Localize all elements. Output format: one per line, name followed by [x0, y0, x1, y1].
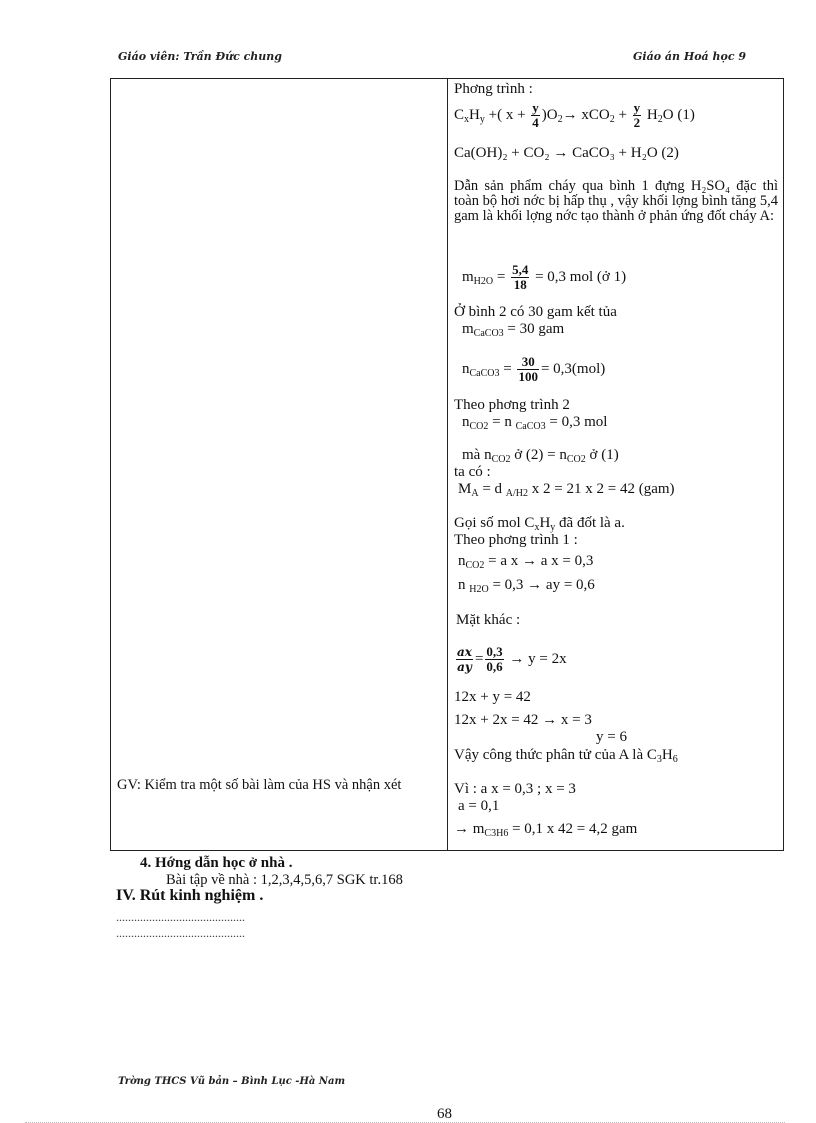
section-iv-heading: IV. Rút kinh nghiệm . — [116, 887, 264, 904]
bottle2-line: Ở bình 2 có 30 gam kết tủa — [454, 304, 617, 320]
a-line: a = 0,1 — [458, 798, 500, 814]
dotted-line-2: ........................................... — [116, 926, 245, 940]
header-subject: Giáo án Hoá học 9 — [633, 50, 747, 63]
final-mass-line: → $m_{C3H6} = 0,1$ x 42 = 4,2 gam — [454, 821, 638, 839]
molar-mass-line: $M_A = d$ $_{A/H2}$ x 2 = 21 x 2 = 42 (gam) — [458, 481, 675, 499]
column-divider — [447, 79, 448, 850]
mat-khac: Mặt khác : — [456, 612, 521, 628]
nh2o-a-line: n $_{H2O}$ = 0,3 → ay = 0,6 — [458, 577, 595, 595]
right-cell — [454, 79, 779, 850]
m-h2o-line: $m_{H2O}$ = $\frac{5,4}{18}$ = 0,3 mol (ở 1) — [462, 262, 627, 292]
equation-12x-y: 12x + y = 42 — [454, 689, 531, 705]
equation-2: Ca(OH)₂ + CO₂ → CaCO₃ + H₂O (2) — [454, 145, 679, 161]
equation-heading: Phơng trình : — [454, 81, 533, 97]
explanation-text: Dẫn sản phẩm cháy qua bình 1 đựng H₂SO₄ đặc thì toàn bộ hơi nớc bị hấp thụ , vậy khối lợng bình tăng 5,4 gam là khối lợng nớc tạo thành ở phản ứng đốt cháy A: — [454, 178, 778, 224]
dotted-line-1: ........................................... — [116, 910, 245, 924]
m-caco3-line: $m_{CaCO3} = 30$ gam — [462, 321, 565, 339]
theo-eq2: Theo phơng trình 2 — [454, 397, 570, 413]
n-co2-line: $n_{CO2} = n$ $_{CaCO3}$ = 0,3 mol — [462, 414, 608, 432]
ma-line: mà $n_{CO2}$ ở $(2) = n_{CO2}$ ở (1) — [462, 447, 619, 465]
ta-co: ta có : — [454, 464, 491, 480]
page-number: 68 — [437, 1106, 452, 1122]
left-cell — [117, 777, 443, 793]
header-teacher: Giáo viên: Trần Đức chung — [118, 50, 282, 63]
vi-line: Vì : a x = 0,3 ; x = 3 — [454, 781, 576, 797]
n-caco3-line: $n_{CaCO3}$ = $\frac{30}{100}$ = 0,3(mol) — [462, 354, 606, 384]
lesson-table — [110, 78, 784, 851]
y-equals-6: y = 6 — [596, 729, 627, 745]
goi-line: Gọi số mol $C_xH_y$ đã đốt là a. — [454, 515, 625, 533]
teacher-note: GV: Kiểm tra một số bài làm của HS và nhận xét — [117, 777, 402, 793]
homework-heading: 4. Hớng dẫn học ở nhà . — [140, 855, 293, 871]
ratio-line: $\frac{ax}{ay}$ = $\frac{0,3}{0,6}$ → y = 2x — [457, 644, 567, 674]
footer-school: Trờng THCS Vũ bản – Bình Lục -Hà Nam — [118, 1076, 346, 1087]
equation-1: $C_xH_y$ +( x + $\frac{y}{4}$ )$O_2\to xCO_2$ + $\frac{y}{2}$ $H_2O$ (1) — [454, 100, 695, 130]
theo-eq1: Theo phơng trình 1 : — [454, 532, 578, 548]
nco2-a-line: $n_{CO2} = a$ x → a x = 0,3 — [458, 553, 594, 571]
homework-line: Bài tập về nhà : 1,2,3,4,5,6,7 SGK tr.168 — [166, 872, 403, 888]
equation-12x-2x: 12x + 2x = 42 → x = 3 — [454, 712, 592, 728]
molecular-formula-line: Vậy công thức phân tử của A là $C_3H_6$ — [454, 747, 678, 765]
